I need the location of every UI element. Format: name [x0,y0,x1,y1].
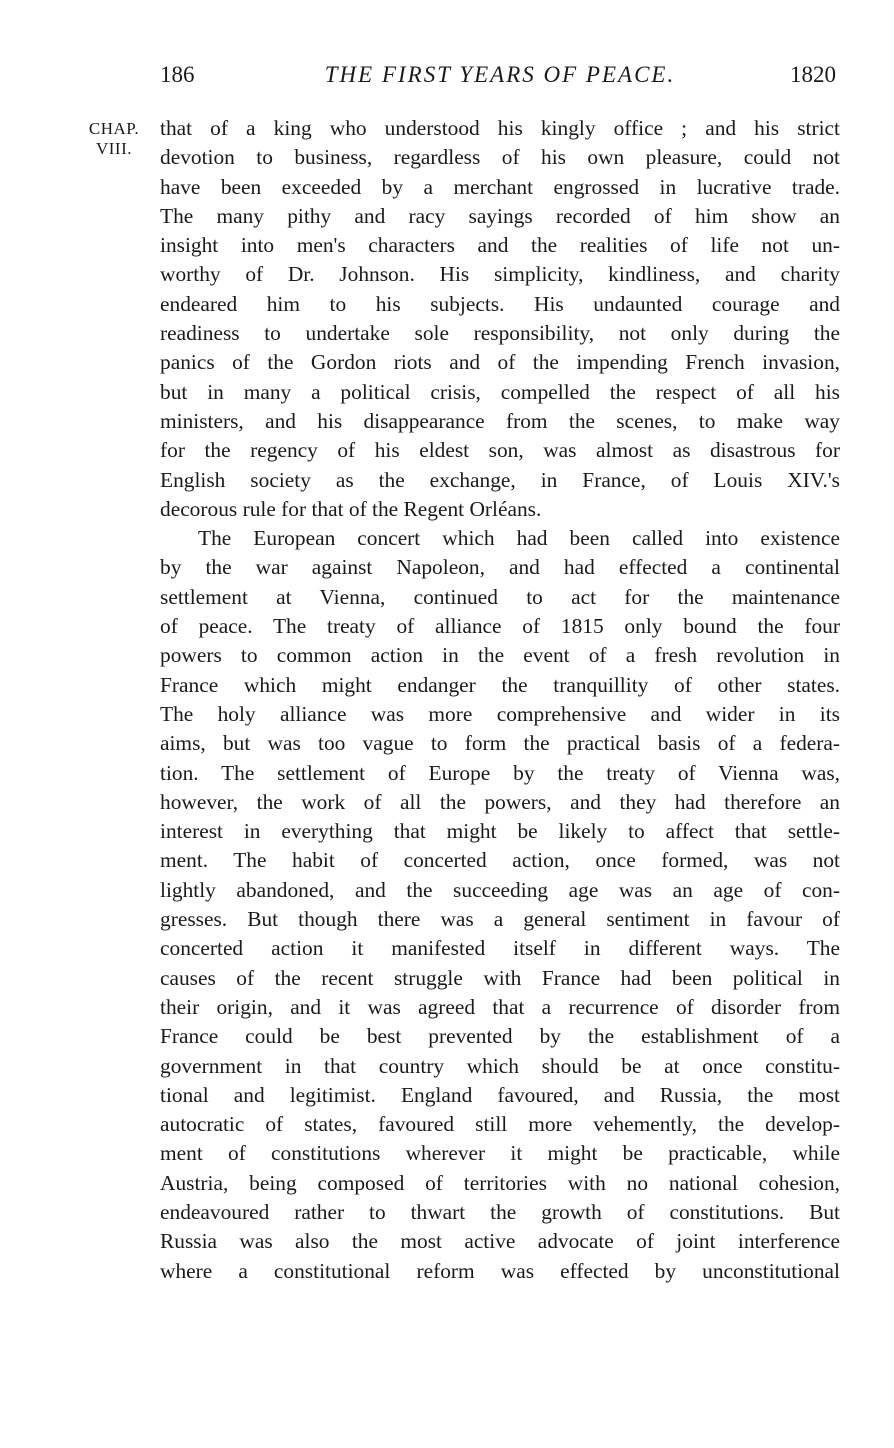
text-line: of peace. The treaty of alliance of 1815 only bound the four [160,614,840,639]
text-line: but in many a political crisis, compelled the respect of all his [160,379,840,404]
chapter-margin-note [77,119,151,159]
text-line: where a constitutional reform was effected by unconstitutional [160,1258,840,1283]
text-line: interest in everything that might be likely to affect that settle- [160,819,840,844]
text-line: for the regency of his eldest son, was almost as disastrous for [160,438,840,463]
text-line: gresses. But though there was a general sentiment in favour of [160,907,840,932]
text-line: autocratic of states, favoured still more vehemently, the develop- [160,1112,840,1137]
text-line: their origin, and it was agreed that a recurrence of disorder from [160,994,840,1019]
text-line: ministers, and his disappearance from the scenes, to make way [160,408,840,433]
text-line: by the war against Napoleon, and had effected a continental [160,555,840,580]
body-text [160,114,840,1286]
text-line: readiness to undertake sole responsibility, not only during the [160,321,840,346]
text-line: worthy of Dr. Johnson. His simplicity, kindliness, and charity [160,262,840,287]
text-line: tional and legitimist. England favoured, and Russia, the most [160,1082,840,1107]
text-line: tion. The settlement of Europe by the treaty of Vienna was, [160,760,840,785]
text-line: lightly abandoned, and the succeeding age was an age of con- [160,877,840,902]
running-year: 1820 [790,62,836,87]
text-line: decorous rule for that of the Regent Orléans. [160,496,542,521]
text-line: panics of the Gordon riots and of the impending French invasion, [160,350,840,375]
paragraph [160,524,840,1286]
text-line: settlement at Vienna, continued to act for the maintenance [160,584,840,609]
margin-note-number: VIII. [95,139,132,158]
text-line: devotion to business, regardless of his own pleasure, could not [160,145,840,170]
text-line: government in that country which should be at once constitu- [160,1053,840,1078]
paragraph [160,114,840,524]
text-line: concerted action it manifested itself in different ways. The [160,936,840,961]
text-line: The holy alliance was more comprehensive and wider in its [160,701,840,726]
text-line: ment of constitutions wherever it might be practicable, while [160,1141,840,1166]
text-line: The European concert which had been called into existence [198,526,840,551]
text-line: France could be best prevented by the establishment of a [160,1024,840,1049]
text-line: endeared him to his subjects. His undaunted courage and [160,291,840,316]
text-line: ment. The habit of concerted action, once formed, was not [160,848,840,873]
text-line: that of a king who understood his kingly office ; and his strict [160,116,840,140]
page-number: 186 [160,62,195,87]
text-line: powers to common action in the event of a fresh revolution in [160,643,840,668]
running-title: THE FIRST YEARS OF PEACE. [324,62,676,87]
margin-note-chap: CHAP. [88,119,140,138]
text-line: have been exceeded by a merchant engrossed in lucrative trade. [160,174,840,199]
text-line: Austria, being composed of territories with no national cohesion, [160,1170,840,1195]
text-line: English society as the exchange, in France, of Louis XIV.'s [160,467,840,492]
text-line: Russia was also the most active advocate of joint interference [160,1229,840,1254]
text-line: France which might endanger the tranquillity of other states. [160,672,840,697]
text-line: aims, but was too vague to form the practical basis of a federa- [160,731,840,756]
text-line: however, the work of all the powers, and they had therefore an [160,789,840,814]
running-head [160,62,840,96]
text-line: causes of the recent struggle with France had been political in [160,965,840,990]
text-line: insight into men's characters and the realities of life not un- [160,233,840,258]
text-line: The many pithy and racy sayings recorded of him show an [160,203,840,228]
text-line: endeavoured rather to thwart the growth of constitutions. But [160,1199,840,1224]
